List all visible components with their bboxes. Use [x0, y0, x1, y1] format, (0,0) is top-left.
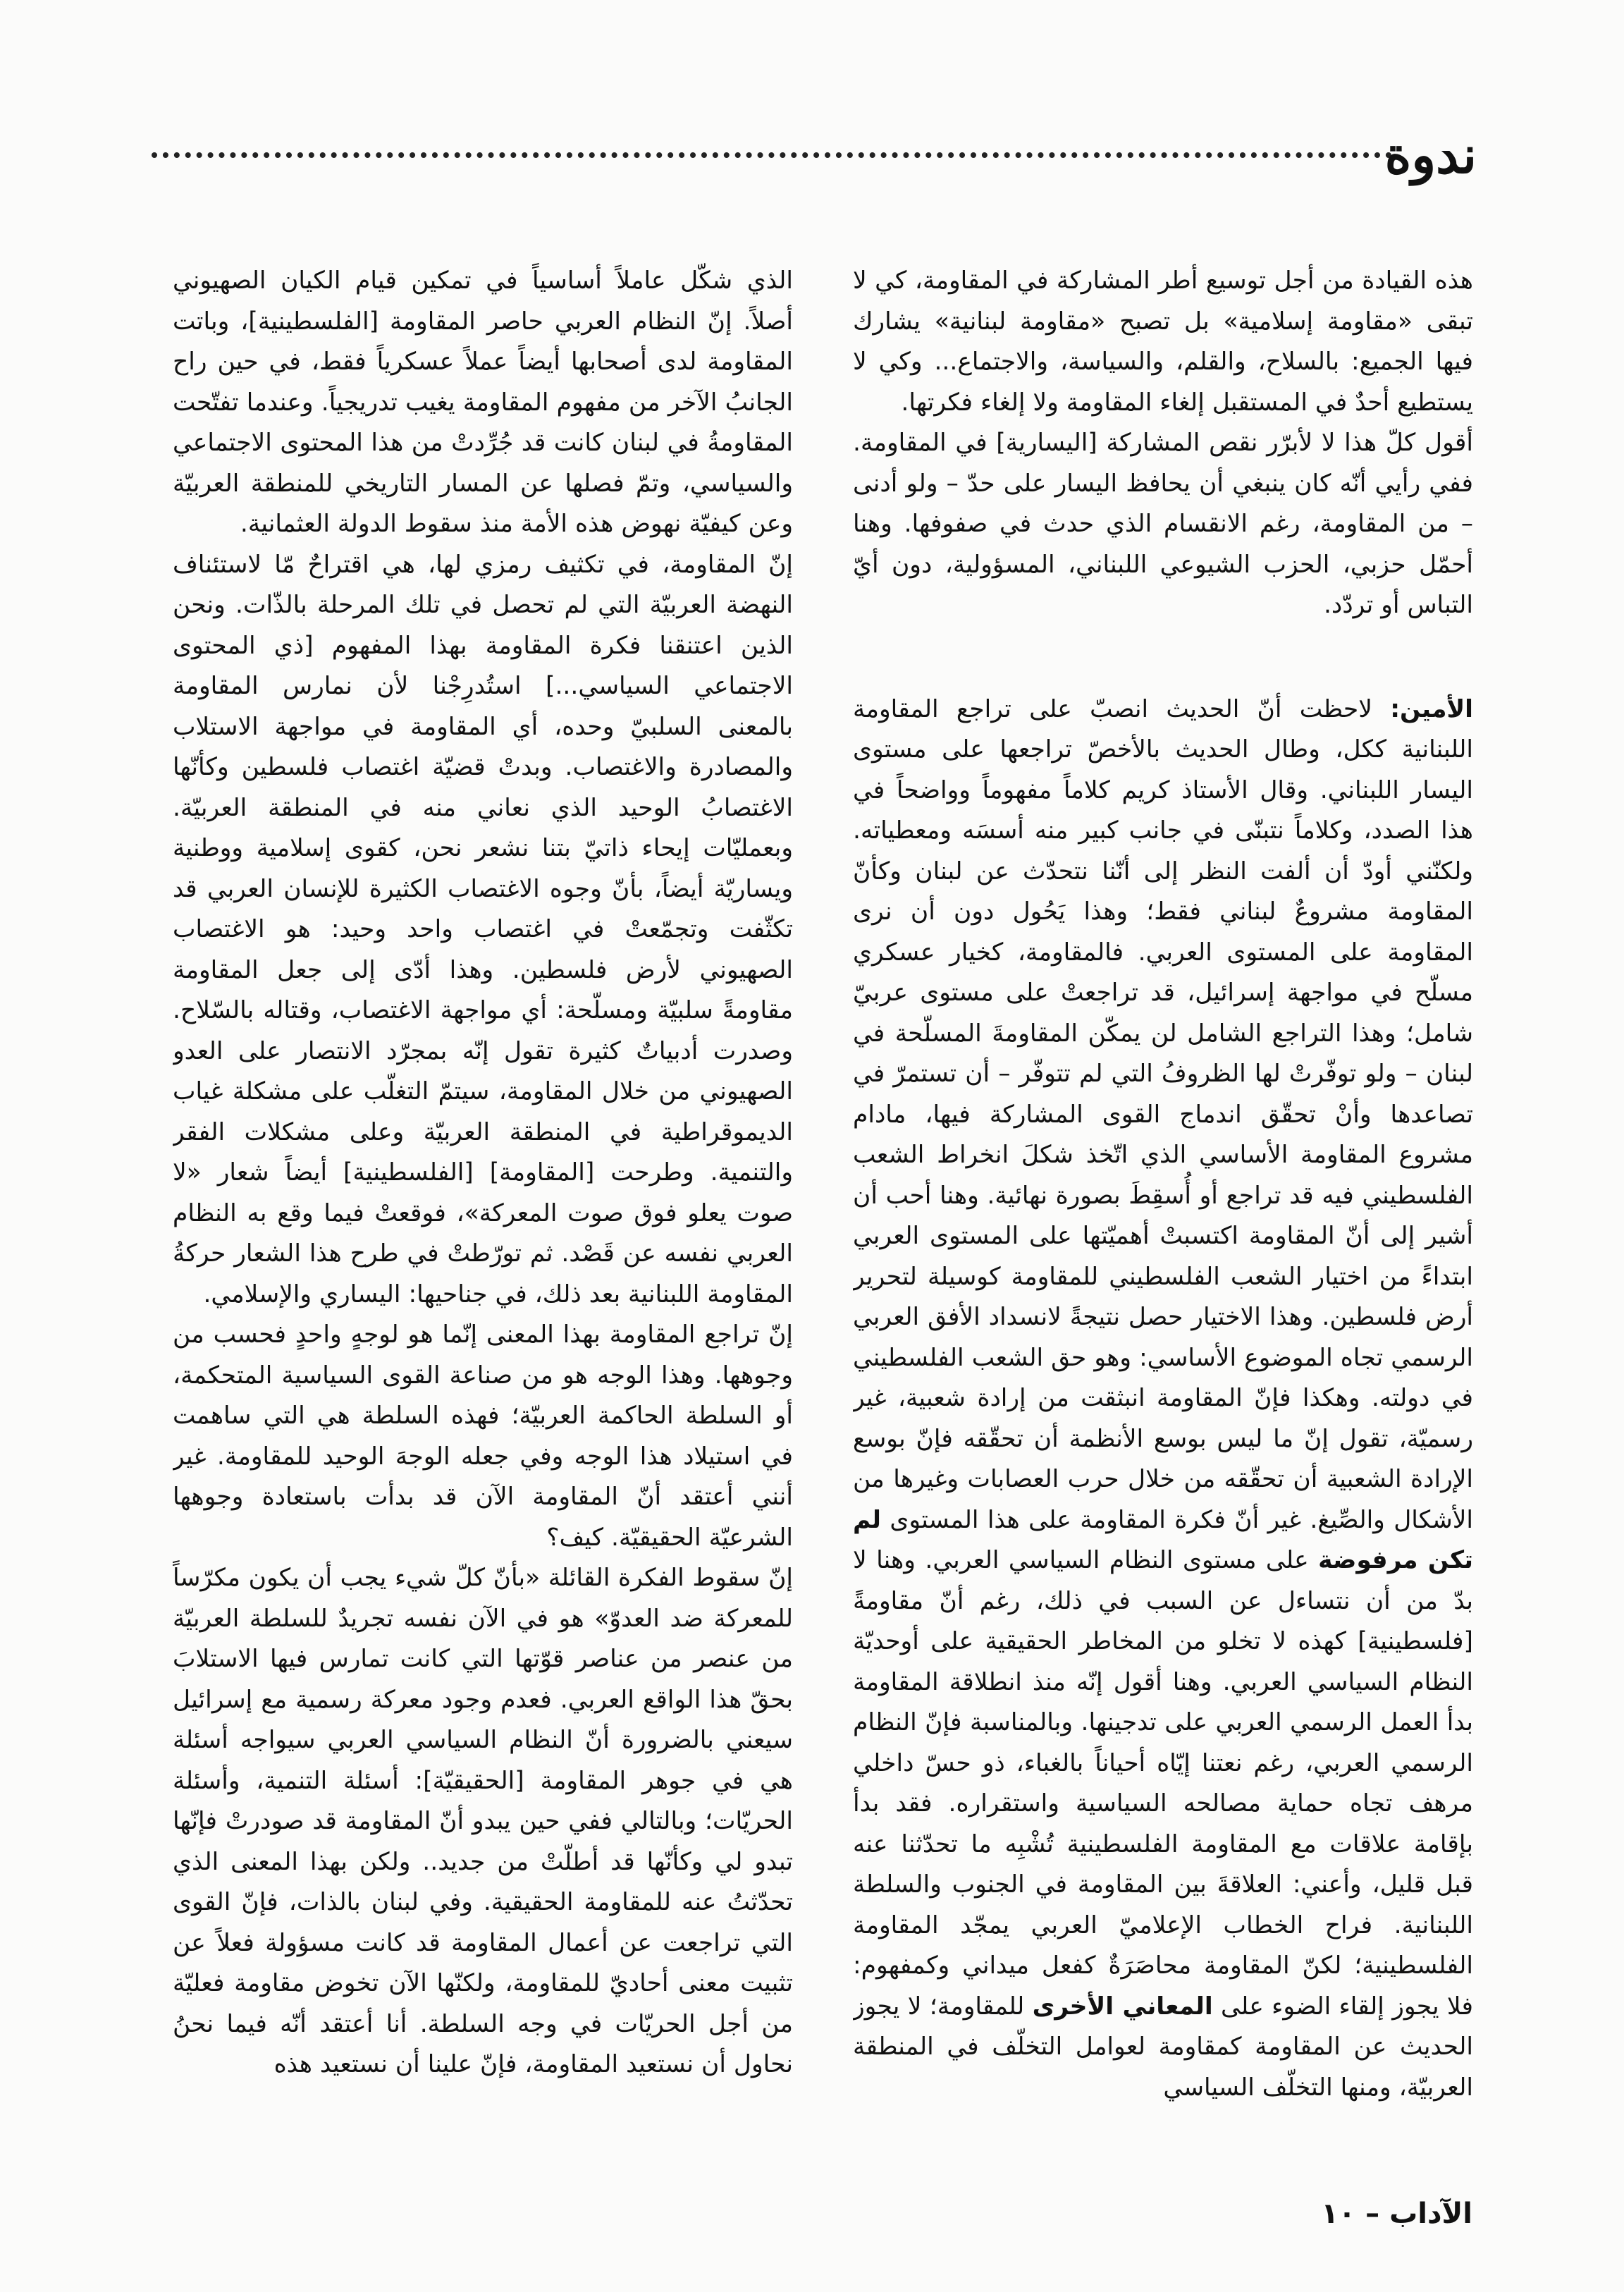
- paragraph: هذه القيادة من أجل توسيع أطر المشاركة في المقاومة، كي لا تبقى «مقاومة إسلامية» بل تصبح «مقاومة لبنانية» يشارك فيها الجميع: بالسلاح، والقلم، والسياسة، والاجتماع... وكي لا يستطيع أحدٌ في المستقبل إلغاء المقاومة ولا إلغاء فكرتها.: [853, 266, 1473, 417]
- paragraph-gap: [853, 626, 1473, 690]
- header-dotted-rule: [152, 152, 1392, 158]
- paragraph: إنّ تراجع المقاومة بهذا المعنى إنّما هو لوجهٍ واحدٍ فحسب من وجوهها. وهذا الوجه هو من صناعة القوى السياسية المتحكمة، أو السلطة الحاكمة العربيّة؛ فهذه السلطة هي التي ساهمت في استيلاد هذا الوجه وفي جعله الوجهَ الوحيد للمقاومة. غير أنني أعتقد أنّ المقاومة الآن قد بدأت باستعادة وجوهها الشرعيّة الحقيقيّة. كيف؟: [173, 1320, 793, 1552]
- paragraph: أقول كلّ هذا لا لأبرّر نقص المشاركة [اليسارية] في المقاومة. ففي رأيي أنّه كان ينبغي أن يحافظ اليسار على حدّ – ولو أدنى – من المقاومة، رغم الانقسام الذي حدث في صفوفها. وهنا أحمّل حزبي، الحزب الشيوعي اللبناني، المسؤولية، دون أيّ التباس أو تردّد.: [853, 429, 1473, 619]
- page-header: [152, 125, 1477, 185]
- paragraph: الذي شكّل عاملاً أساسياً في تمكين قيام الكيان الصهيوني أصلاً. إنّ النظام العربي حاصر المقاومة [الفلسطينية]، وباتت المقاومة لدى أصحابها أيضاً عملاً عسكرياً فقط، في حين راح الجانبُ الآخر من مفهوم المقاومة يغيب تدريجياً. وعندما تفتّحت المقاومةُ في لبنان كانت قد جُرِّدتْ من هذا المحتوى الاجتماعي والسياسي، وتمّ فصلها عن المسار التاريخي للمنطقة العربيّة وعن كيفيّة نهوض هذه الأمة منذ سقوط الدولة العثمانية.: [173, 266, 793, 538]
- paragraph: [853, 690, 1473, 2109]
- paragraph-text: لاحظت أنّ الحديث انصبّ على تراجع المقاومة اللبنانية ككل، وطال الحديث بالأخصّ تراجعها على مستوى اليسار اللبناني. وقال الأستاذ كريم كلاماً مفهوماً وواضحاً في هذا الصدد، وكلاماً نتبنّى في جانب كبير منه أسسَه ومعطياته. ولكنّني أودّ أن ألفت النظر إلى أنّنا نتحدّث عن لبنان وكأنّ المقاومة مشروعٌ لبناني فقط؛ وهذا يَحُول دون أن نرى المقاومة على المستوى العربي. فالمقاومة، كخيار عسكري مسلّح في مواجهة إسرائيل، قد تراجعتْ على مستوى عربيّ شامل؛ وهذا التراجع الشامل لن يمكّن المقاومةَ المسلّحة في لبنان – ولو توفّرتْ لها الظروفُ التي لم تتوفّر – أن تستمرّ في تصاعدها وأنْ تحقّق اندماج القوى المشاركة فيها، مادام مشروع المقاومة الأساسي الذي اتّخذ شكلَ انخراط الشعب الفلسطيني فيه قد تراجع أو أُسقِطَ بصورة نهائية. وهنا أحب أن أشير إلى أنّ المقاومة اكتسبتْ أهميّتها على المستوى العربي ابتداءً من اختيار الشعب الفلسطيني للمقاومة كوسيلة لتحرير أرض فلسطين. وهذا الاختيار حصل نتيجةً لانسداد الأفق العربي الرسمي تجاه الموضوع الأساسي: وهو حق الشعب الفلسطيني في دولته. وهكذا فإنّ المقاومة انبثقت من إرادة شعبية، غير رسميّة، تقول إنّ ما ليس بوسع الأنظمة أن تحقّقه فإنّ بوسع الإرادة الشعبية أن تحقّقه من خلال حرب العصابات وغيرها من الأشكال والصِّيغ. غير أنّ فكرة المقاومة على هذا المستوى: [853, 694, 1473, 1534]
- paragraph-text: للمقاومة؛ لا يجوز الحديث عن المقاومة كمقاومة لعوامل التخلّف في المنطقة العربيّة، ومنها التخلّف السياسي: [853, 1992, 1473, 2102]
- paragraph: إنّ سقوط الفكرة القائلة «بأنّ كلّ شيء يجب أن يكون مكرّساً للمعركة ضد العدوّ» هو في الآن نفسه تجريدٌ للسلطة العربيّة من عنصر من عناصر قوّتها التي كانت تمارس فيها الاستلابَ بحقّ هذا الواقع العربي. فعدم وجود معركة رسمية مع إسرائيل سيعني بالضرورة أنّ النظام السياسي العربي سيواجه أسئلة هي في جوهر المقاومة [الحقيقيّة]: أسئلة التنمية، وأسئلة الحريّات؛ وبالتالي ففي حين يبدو أنّ المقاومة قد صودرتْ فإنّها تبدو لي وكأنّها قد أطلّتْ من جديد.. ولكن بهذا المعنى الذي تحدّثتُ عنه للمقاومة الحقيقية. وفي لبنان بالذات، فإنّ القوى التي تراجعت عن أعمال المقاومة قد كانت مسؤولة فعلاً عن تثبيت معنى أحاديّ للمقاومة، ولكنّها الآن تخوض مقاومة فعليّة من أجل الحريّات في وجه السلطة. أنا أعتقد أنّه فيما نحنُ نحاول أن نستعيد المقاومة، فإنّ علينا أن نستعيد هذه: [173, 1564, 793, 2078]
- speaker-name: الأمين:: [1390, 694, 1473, 723]
- article-body: [173, 261, 1473, 2178]
- right-column: [853, 261, 1473, 2178]
- paragraph: إنّ المقاومة، في تكثيف رمزي لها، هي اقتراحٌ مّا لاستئناف النهضة العربيّة التي لم تحصل في تلك المرحلة بالذّات. ونحن الذين اعتنقنا فكرة المقاومة بهذا المفهوم [ذي المحتوى الاجتماعي السياسي...] استُدرِجْنا لأن نمارس المقاومة بالمعنى السلبيّ وحده، أي المقاومة في مواجهة الاستلاب والمصادرة والاغتصاب. وبدتْ قضيّة اغتصاب فلسطين وكأنّها الاغتصابُ الوحيد الذي نعاني منه في المنطقة العربيّة. وبعمليّات إيحاء ذاتيّ بتنا نشعر نحن، كقوى إسلامية ووطنية ويساريّة أيضاً، بأنّ وجوه الاغتصاب الكثيرة للإنسان العربي قد تكثّفت وتجمّعتْ في اغتصاب واحد وحيد: هو الاغتصاب الصهيوني لأرض فلسطين. وهذا أدّى إلى جعل المقاومة مقاومةً سلبيّة ومسلّحة: أي مواجهة الاغتصاب، وقتاله بالسّلاح. وصدرت أدبياتٌ كثيرة تقول إنّه بمجرّد الانتصار على العدو الصهيوني من خلال المقاومة، سيتمّ التغلّب على مشكلة غياب الديموقراطية في المنطقة العربيّة وعلى مشكلات الفقر والتنمية. وطرحت [المقاومة] [الفلسطينية] أيضاً شعار «لا صوت يعلو فوق صوت المعركة»، فوقعتْ فيما وقع به النظام العربي نفسه عن قَصْد. ثم تورّطتْ في طرح هذا الشعار حركةُ المقاومة اللبنانية بعد ذلك، في جناحيها: اليساري والإسلامي.: [173, 550, 793, 1309]
- page-footer: الآداب – ١٠: [1321, 2198, 1472, 2230]
- left-column: [173, 261, 793, 2178]
- emphasis-text: لم تكن مرفوضة: [853, 1505, 1473, 1574]
- paragraph-text: على مستوى النظام السياسي العربي. وهنا لا بدّ من أن نتساءل عن السبب في ذلك، رغم أنّ مقاومةً [فلسطينية] كهذه لا تخلو من المخاطر الحقيقية على أوحديّة النظام السياسي العربي. وهنا أقول إنّه منذ انطلاقة المقاومة بدأ العمل الرسمي العربي على تدجينها. وبالمناسبة فإنّ النظام الرسمي العربي، رغم نعتنا إيّاه أحياناً بالغباء، ذو حسّ داخلي مرهف تجاه حماية مصالحه السياسية واستقراره. فقد بدأ بإقامة علاقات مع المقاومة الفلسطينية تُشْبِه ما تحدّثنا عنه قبل قليل، وأعني: العلاقةَ بين المقاومة في الجنوب والسلطة اللبنانية. فراح الخطاب الإعلاميّ العربي يمجّد المقاومة الفلسطينية؛ لكنّ المقاومة محاصَرَةٌ كفعل ميداني وكمفهوم: فلا يجوز إلقاء الضوء على: [853, 1546, 1473, 2021]
- section-logo: ندوة: [1384, 125, 1477, 185]
- emphasis-text: المعاني الأخرى: [1032, 1992, 1213, 2021]
